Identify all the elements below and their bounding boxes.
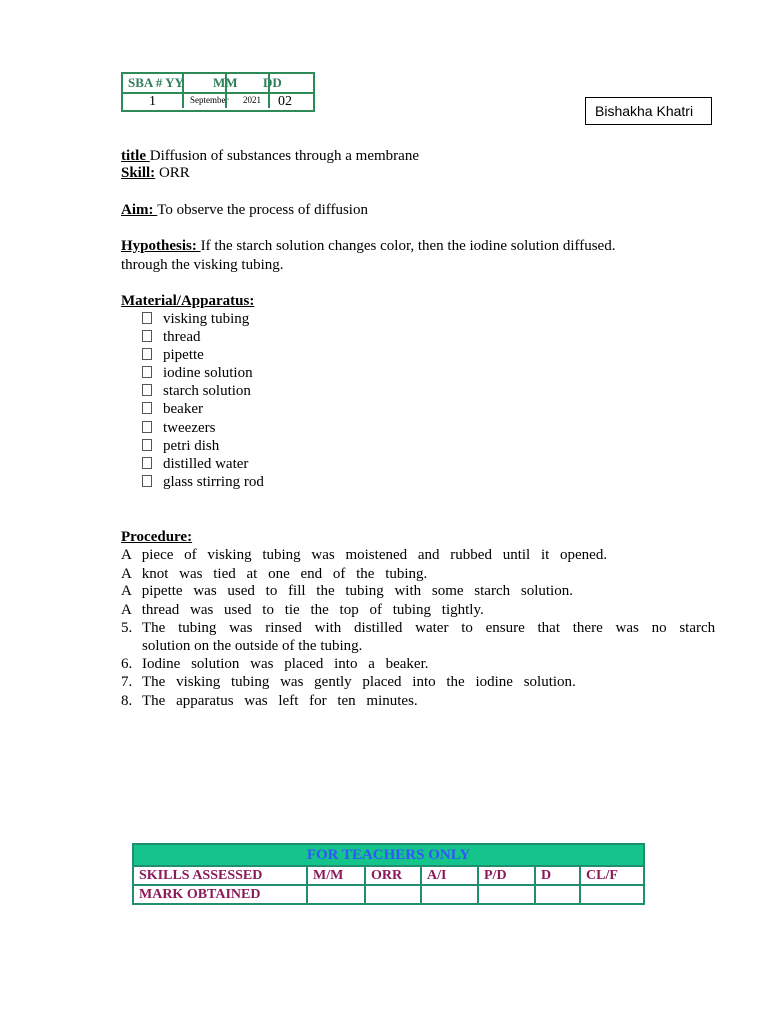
materials-label: Material/Apparatus: <box>121 293 255 309</box>
material-label: distilled water <box>163 456 249 472</box>
material-label: petri dish <box>163 438 220 454</box>
checkbox-icon <box>142 421 152 433</box>
sba-year: 2021 <box>243 95 261 105</box>
procedure-step: A piece of visking tubing was moistened and rubbed until it opened. <box>121 547 608 563</box>
material-label: beaker <box>163 401 203 417</box>
aim-line <box>121 201 368 219</box>
step-number: 5. <box>121 620 133 636</box>
material-label: visking tubing <box>163 311 250 327</box>
mark-obtained-label: MARK OBTAINED <box>133 885 307 904</box>
checkbox-icon <box>142 366 152 378</box>
mark-cell <box>421 885 478 904</box>
material-item <box>142 419 215 437</box>
procedure-step: The visking tubing was gently placed into the iodine solution. <box>142 674 576 690</box>
sba-divider <box>182 72 184 108</box>
mark-cell <box>478 885 535 904</box>
procedure-step: A pipette was used to fill the tubing with some starch solution. <box>121 583 573 599</box>
aim-text: To observe the process of diffusion <box>157 202 368 218</box>
title-line <box>121 147 419 165</box>
title-text: Diffusion of substances through a membrane <box>149 148 419 164</box>
material-item <box>142 437 219 455</box>
checkbox-icon <box>142 402 152 414</box>
material-label: starch solution <box>163 383 251 399</box>
skill-column-mm: M/M <box>307 866 365 885</box>
checkbox-icon <box>142 439 152 451</box>
skill-column-pd: P/D <box>478 866 535 885</box>
material-label: tweezers <box>163 420 216 436</box>
skill-column-orr: ORR <box>365 866 421 885</box>
step-number: 7. <box>121 674 133 690</box>
mark-cell <box>365 885 421 904</box>
material-item <box>142 328 200 346</box>
procedure-step: A knot was tied at one end of the tubing. <box>121 566 428 582</box>
material-item <box>142 400 203 418</box>
mark-cell <box>307 885 365 904</box>
material-item <box>142 473 264 491</box>
mark-cell <box>580 885 644 904</box>
sba-month: September <box>190 95 229 105</box>
material-label: thread <box>163 329 201 345</box>
checkbox-icon <box>142 457 152 469</box>
material-item <box>142 346 204 364</box>
material-item <box>142 310 249 328</box>
materials-heading <box>121 292 254 310</box>
sba-divider <box>268 72 270 108</box>
skills-row <box>133 866 644 885</box>
skill-column-clf: CL/F <box>580 866 644 885</box>
hypothesis-line-2: through the visking tubing. <box>121 257 284 273</box>
teachers-table <box>132 843 645 905</box>
material-label: pipette <box>163 347 204 363</box>
sba-number: 1 <box>149 94 156 109</box>
skill-line <box>121 164 190 182</box>
material-item <box>142 455 248 473</box>
procedure-step: The tubing was rinsed with distilled water to ensure that there was no starch <box>142 620 716 636</box>
procedure-step: A thread was used to tie the top of tubing tightly. <box>121 602 484 618</box>
material-label: glass stirring rod <box>163 474 264 490</box>
skill-text: ORR <box>158 165 190 181</box>
aim-label: Aim: <box>121 202 158 218</box>
title-label: title <box>121 148 150 164</box>
checkbox-icon <box>142 475 152 487</box>
skills-assessed-label: SKILLS ASSESSED <box>133 866 307 885</box>
sba-divider <box>225 72 227 108</box>
checkbox-icon <box>142 384 152 396</box>
material-item <box>142 382 251 400</box>
hypothesis-text: If the starch solution changes color, then the iodine solution diffused. <box>200 238 616 254</box>
hypothesis-line <box>121 237 615 255</box>
dd-label: DD <box>263 75 282 90</box>
checkbox-icon <box>142 330 152 342</box>
sba-day: 02 <box>278 94 292 109</box>
teachers-heading: FOR TEACHERS ONLY <box>133 844 644 866</box>
checkbox-icon <box>142 312 152 324</box>
hypothesis-label: Hypothesis: <box>121 238 201 254</box>
mark-cell <box>535 885 580 904</box>
material-item <box>142 364 253 382</box>
step-number: 8. <box>121 693 133 709</box>
sba-header-row <box>122 73 314 93</box>
marks-row <box>133 885 644 904</box>
mm-label: MM <box>213 75 238 90</box>
skill-column-ai: A/I <box>421 866 478 885</box>
procedure-step: The apparatus was left for ten minutes. <box>142 693 418 709</box>
procedure-step-cont: solution on the outside of the tubing. <box>142 638 363 654</box>
sba-values-row <box>122 93 314 111</box>
procedure-heading <box>121 528 192 546</box>
checkbox-icon <box>142 348 152 360</box>
sba-label: SBA # YY <box>128 75 184 90</box>
procedure-step: Iodine solution was placed into a beaker. <box>142 656 429 672</box>
student-name-box: Bishakha Khatri <box>585 97 712 125</box>
skill-column-d: D <box>535 866 580 885</box>
sba-table <box>121 72 315 112</box>
step-number: 6. <box>121 656 133 672</box>
skill-label: Skill: <box>121 165 156 181</box>
material-label: iodine solution <box>163 365 253 381</box>
procedure-label: Procedure: <box>121 529 193 545</box>
